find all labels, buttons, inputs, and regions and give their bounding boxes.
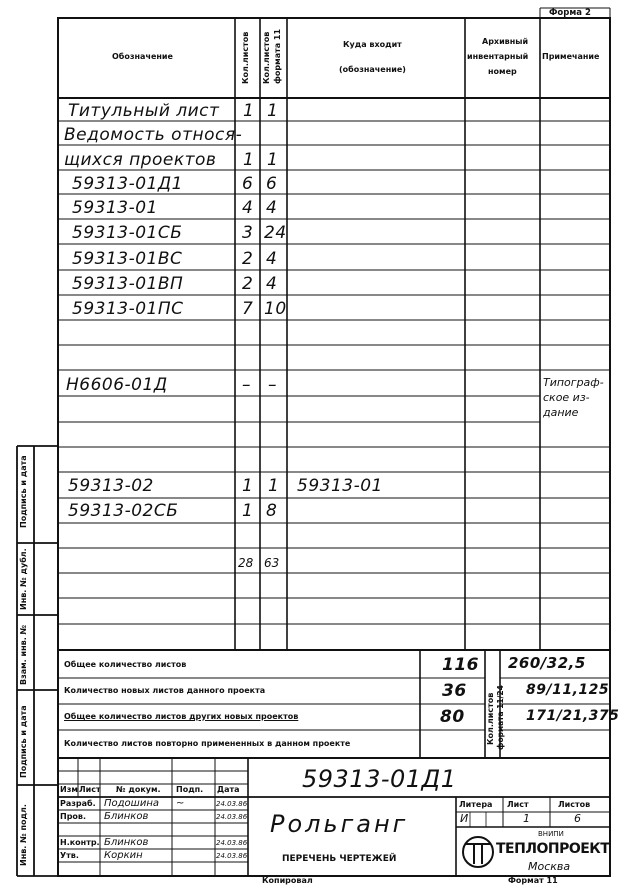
lists-label: Листов: [558, 800, 591, 809]
doc-type: ПЕРЕЧЕНЬ ЧЕРТЕЖЕЙ: [282, 854, 397, 864]
role-date: 24.03.86: [216, 813, 248, 821]
format-label: Формат 11: [508, 876, 558, 885]
role-label: Разраб.: [60, 799, 96, 808]
header-where-used-b: (обозначение): [339, 65, 406, 74]
total-label: Общее количество листов: [64, 660, 187, 669]
role-name: Блинков: [104, 837, 149, 848]
org-name: ТЕПЛОПРОЕКТ: [496, 841, 610, 857]
copied-label: Копировал: [262, 876, 313, 885]
role-signature: ~: [176, 798, 185, 809]
row-designation: 59313-01ВС: [72, 249, 183, 269]
role-name: Коркин: [104, 850, 143, 861]
other-value: 80: [440, 707, 465, 727]
header-archive-a: Архивный: [482, 37, 529, 46]
header-sheets: Кол.листов: [241, 31, 250, 84]
litera-label: Литера: [459, 800, 493, 809]
row-sheets: 7: [242, 299, 254, 319]
row-sheets: 2: [242, 274, 254, 294]
stamp-orig-inv: Инв. № подл.: [19, 804, 28, 866]
row-sheets: 1: [243, 101, 255, 121]
header-sheets-f11-a: Кол.листов: [262, 31, 271, 84]
litera-value: И: [460, 812, 469, 825]
other-f11: 171/21,375: [526, 708, 620, 724]
totals-vertical-a: Кол.листов: [486, 692, 495, 745]
header-archive-b: инвентарный: [467, 52, 529, 61]
total-f11: 260/32,5: [508, 654, 586, 672]
role-date: 24.03.86: [216, 800, 248, 808]
col-izm: Изм: [60, 785, 78, 794]
col-list: Лист: [79, 785, 101, 794]
stamp-sign-date-2: Подпись и дата: [19, 705, 28, 778]
row-sheets: 3: [242, 223, 254, 243]
product-name: Рольганг: [270, 810, 409, 838]
role-date: 24.03.86: [216, 852, 248, 860]
stamp-dup-inv: Инв. № дубл.: [19, 548, 28, 610]
new-label: Количество новых листов данного проекта: [64, 686, 266, 695]
org-city: Москва: [528, 860, 571, 873]
row-sheets-f11: 10: [264, 299, 287, 319]
row-sheets-f11: 4: [266, 198, 278, 218]
row-where-used: 59313-01: [297, 476, 383, 496]
row-designation: 59313-01: [72, 198, 158, 218]
row-designation: 59313-02СБ: [68, 501, 179, 521]
stamp-replace-inv: Взам. инв. №: [19, 624, 28, 685]
role-name: Подошина: [104, 798, 159, 809]
totals-vertical-b: формата 11/24: [496, 685, 505, 750]
org-top: ВНИПИ: [538, 830, 564, 838]
row-designation: Н6606-01Д: [66, 375, 168, 395]
role-name: Блинков: [104, 811, 149, 822]
org-logo-icon: [463, 837, 493, 867]
row-designation: щихся проектов: [64, 150, 217, 170]
row-sheets-f11: –: [268, 375, 277, 395]
row-sheets-f11: 63: [264, 556, 280, 570]
total-value: 116: [442, 655, 479, 675]
row-sheets: 28: [238, 556, 254, 570]
row-sheets-f11: 6: [266, 174, 278, 194]
col-sign: Подп.: [176, 785, 204, 794]
row-sheets: 1: [242, 501, 254, 521]
row-designation: 59313-01Д1: [72, 174, 183, 194]
col-date: Дата: [217, 785, 240, 794]
col-doc: № докум.: [116, 785, 161, 794]
row-sheets-f11: 1: [268, 476, 280, 496]
row-sheets-f11: 1: [267, 150, 279, 170]
header-designation: Обозначение: [112, 52, 173, 61]
row-sheets-f11: 1: [267, 101, 279, 121]
row-designation: 59313-01ПС: [72, 299, 184, 319]
other-label: Общее количество листов других новых проектов: [64, 712, 299, 721]
header-sheets-f11-b: формата 11: [273, 28, 282, 84]
row-sheets: 6: [242, 174, 254, 194]
header-note: Примечание: [542, 52, 600, 61]
role-label: Н.контр.: [60, 838, 100, 847]
reused-label: Количество листов повторно примененных в данном проекте: [64, 739, 351, 748]
lists-value: 6: [574, 812, 581, 825]
row-sheets-f11: 4: [266, 249, 278, 269]
row-sheets-f11: 4: [266, 274, 278, 294]
row-sheets: 1: [242, 476, 254, 496]
stamp-sign-date: Подпись и дата: [19, 455, 28, 528]
doc-code: 59313-01Д1: [302, 765, 457, 793]
row-sheets-f11: 24: [264, 223, 287, 243]
row-designation: Ведомость относя-: [64, 125, 243, 145]
form-label: Форма 2: [549, 8, 591, 18]
role-date: 24.03.86: [216, 839, 248, 847]
row-designation: Титульный лист: [68, 101, 220, 121]
row-sheets: 4: [242, 198, 254, 218]
list-label: Лист: [507, 800, 529, 809]
row-designation: 59313-01СБ: [72, 223, 183, 243]
row-note: Типограф- ское из- дание: [543, 376, 604, 419]
role-label: Утв.: [60, 851, 79, 860]
row-designation: 59313-02: [68, 476, 154, 496]
list-value: 1: [523, 812, 530, 825]
role-label: Пров.: [60, 812, 87, 821]
header-where-used-a: Куда входит: [343, 40, 402, 49]
header-archive-c: номер: [488, 67, 517, 76]
row-sheets: 2: [242, 249, 254, 269]
new-f11: 89/11,125: [526, 682, 610, 698]
new-value: 36: [442, 681, 467, 701]
row-sheets: –: [242, 375, 251, 395]
row-sheets-f11: 8: [266, 501, 278, 521]
row-designation: 59313-01ВП: [72, 274, 184, 294]
row-sheets: 1: [243, 150, 255, 170]
